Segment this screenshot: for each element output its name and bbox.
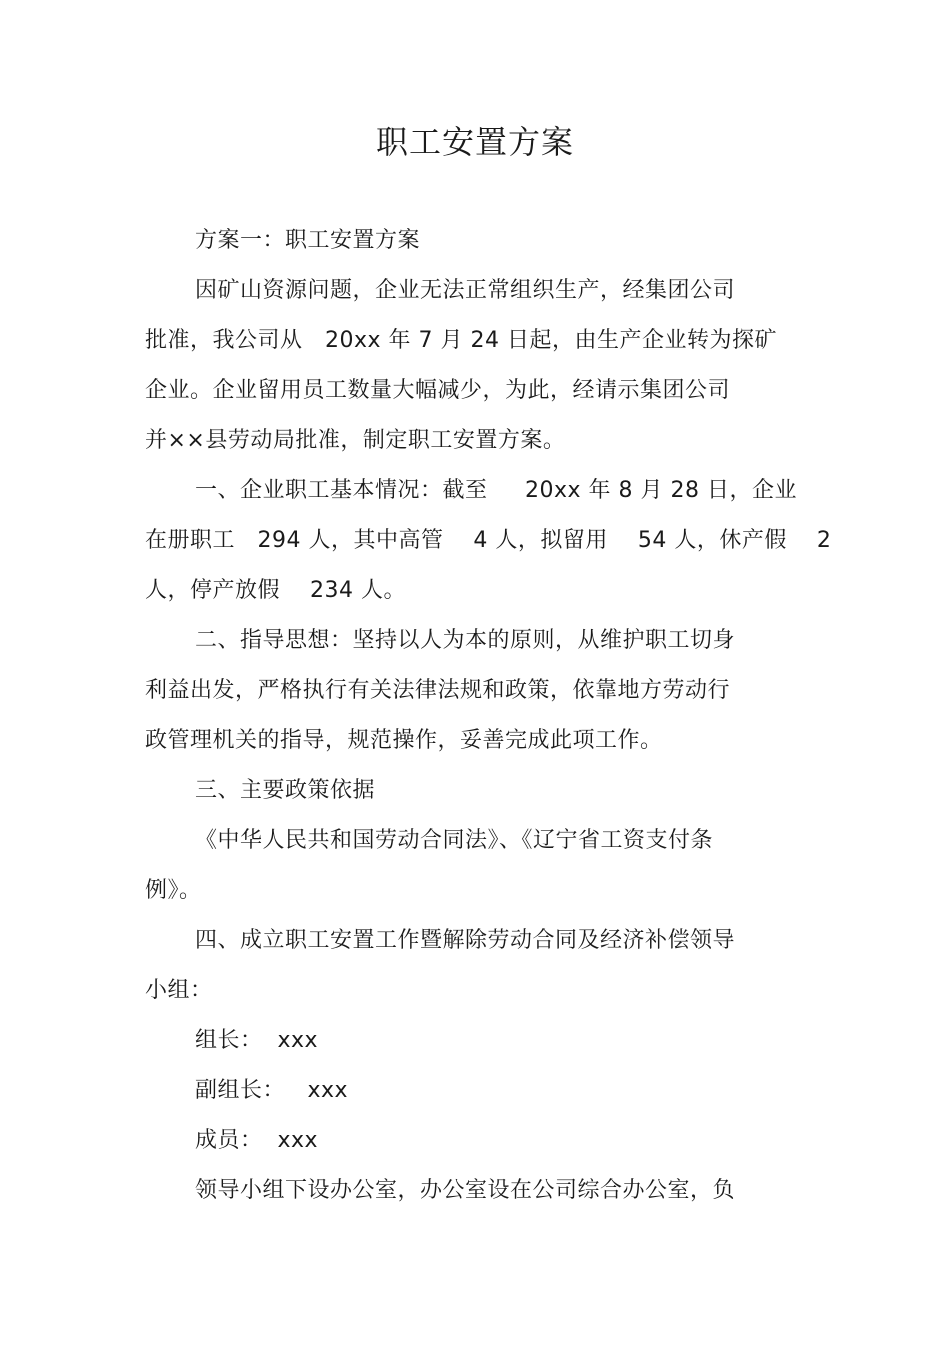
plan-heading: 方案一：职工安置方案 xyxy=(195,228,421,253)
paragraph-line: 批准，我公司从 20xx 年 7 月 24 日起，由生产企业转为探矿 xyxy=(145,328,777,353)
office-line: 领导小组下设办公室，办公室设在公司综合办公室，负 xyxy=(195,1178,736,1203)
section-4-line: 小组： xyxy=(145,978,213,1003)
group-leader-line: 组长： xxx xyxy=(195,1028,319,1053)
section-2-line: 政管理机关的指导，规范操作，妥善完成此项工作。 xyxy=(145,728,663,753)
section-2-line: 二、指导思想：坚持以人为本的原则，从维护职工切身 xyxy=(195,628,736,653)
policy-basis-line: 例》。 xyxy=(145,878,202,903)
section-1-line: 在册职工 294 人，其中高管 4 人，拟留用 54 人，休产假 2 xyxy=(145,528,832,553)
section-1-line: 人，停产放假 234 人。 xyxy=(145,578,406,603)
members-line: 成员： xxx xyxy=(195,1128,319,1153)
paragraph-line: 因矿山资源问题，企业无法正常组织生产，经集团公司 xyxy=(195,278,736,303)
document-title: 职工安置方案 xyxy=(375,123,574,161)
section-3-heading: 三、主要政策依据 xyxy=(195,778,376,803)
paragraph-line: 企业。企业留用员工数量大幅减少，为此，经请示集团公司 xyxy=(145,378,731,403)
section-1-line: 一、企业职工基本情况：截至 20xx 年 8 月 28 日，企业 xyxy=(195,478,797,503)
policy-basis-line: 《中华人民共和国劳动合同法》、《辽宁省工资支付条 xyxy=(195,828,714,853)
section-4-line: 四、成立职工安置工作暨解除劳动合同及经济补偿领导 xyxy=(195,928,736,953)
section-2-line: 利益出发，严格执行有关法律法规和政策，依靠地方劳动行 xyxy=(145,678,731,703)
deputy-leader-line: 副组长： xxx xyxy=(195,1078,349,1103)
paragraph-line: 并××县劳动局批准，制定职工安置方案。 xyxy=(145,428,566,453)
